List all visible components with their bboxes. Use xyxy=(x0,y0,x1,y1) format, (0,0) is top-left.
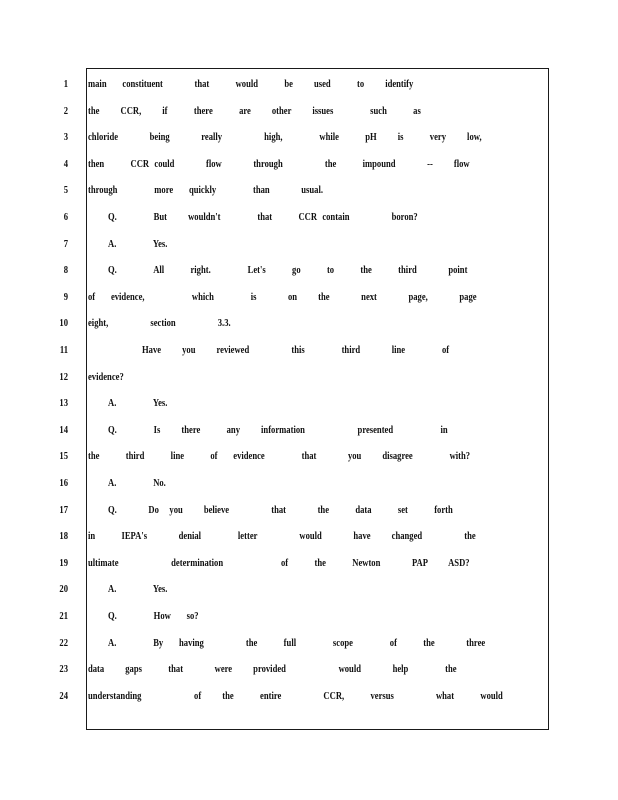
line-text: A. Yes. xyxy=(108,583,168,596)
line-text: A. Yes. xyxy=(108,237,168,250)
line-number: 8 xyxy=(63,264,68,277)
line-number: 7 xyxy=(63,237,68,250)
line-number: 11 xyxy=(59,344,68,356)
transcript-line xyxy=(0,234,560,254)
transcript-line xyxy=(0,207,560,227)
line-text: Q. Do you believe that the data set forth xyxy=(108,503,453,516)
line-text: A. By having the full scope of the three xyxy=(108,636,486,649)
line-text: A. Yes. xyxy=(108,397,168,410)
transcript-line xyxy=(0,633,560,653)
line-number: 10 xyxy=(59,317,68,330)
line-number: 3 xyxy=(63,131,68,144)
transcript-line xyxy=(0,154,560,174)
line-text: in IEPA's denial letter would have changed the xyxy=(88,530,476,543)
transcript-line xyxy=(0,579,560,599)
line-number: 9 xyxy=(63,290,68,303)
transcript-line xyxy=(0,313,560,333)
line-number: 16 xyxy=(59,477,68,489)
line-number: 6 xyxy=(63,211,68,223)
transcript-line xyxy=(0,74,560,94)
line-number: 17 xyxy=(59,503,68,516)
line-number: 15 xyxy=(59,450,68,463)
transcript-line xyxy=(0,367,560,387)
line-number: 5 xyxy=(63,184,68,197)
line-text: Q. Is there any information presented in xyxy=(108,423,448,436)
transcript-line xyxy=(0,473,560,493)
line-number: 4 xyxy=(63,157,68,170)
line-text: of evidence, which is on the next page, page xyxy=(88,290,477,303)
transcript-line xyxy=(0,500,560,520)
line-text: Q. But wouldn't that CCR contain boron? xyxy=(108,211,418,223)
line-text: Q. How so? xyxy=(108,610,199,622)
transcript-line xyxy=(0,393,560,413)
line-number: 20 xyxy=(59,583,68,596)
line-text: chloride being really high, while pH is very low, xyxy=(88,131,482,144)
line-number: 19 xyxy=(59,556,68,569)
line-text: Have you reviewed this third line of xyxy=(142,344,450,356)
line-text: A. No. xyxy=(108,477,166,489)
line-number: 2 xyxy=(63,104,68,117)
line-text: the CCR, if there are other issues such as xyxy=(88,104,421,117)
line-text: eight, section 3.3. xyxy=(88,317,231,330)
line-number: 18 xyxy=(59,530,68,543)
line-number: 21 xyxy=(59,610,68,622)
line-number: 23 xyxy=(59,663,68,676)
line-number: 14 xyxy=(59,423,68,436)
transcript-line xyxy=(0,446,560,466)
line-text: through more quickly than usual. xyxy=(88,184,323,197)
transcript-line xyxy=(0,659,560,679)
line-text: Q. All right. Let's go to the third point xyxy=(108,264,468,277)
line-text: data gaps that were provided would help the xyxy=(88,663,457,676)
line-text: evidence? xyxy=(88,370,124,383)
transcript-line xyxy=(0,606,560,626)
line-text: understanding of the entire CCR, versus what would xyxy=(88,689,503,702)
transcript-line xyxy=(0,340,560,360)
line-text: then CCR could flow through the impound -- flow xyxy=(88,157,470,170)
line-number: 12 xyxy=(59,370,68,383)
transcript-line xyxy=(0,127,560,147)
line-text: ultimate determination of the Newton PAP ASD? xyxy=(88,556,470,569)
line-number: 22 xyxy=(59,636,68,649)
line-text: main constituent that would be used to identify xyxy=(88,78,414,90)
transcript-line xyxy=(0,180,560,200)
line-text: the third line of evidence that you disagree with? xyxy=(88,450,471,463)
transcript-line xyxy=(0,260,560,280)
transcript-line xyxy=(0,553,560,573)
transcript-line xyxy=(0,686,560,706)
transcript-line xyxy=(0,526,560,546)
transcript-line xyxy=(0,420,560,440)
line-number: 13 xyxy=(59,397,68,410)
line-number: 24 xyxy=(59,689,68,702)
transcript-line xyxy=(0,287,560,307)
transcript-line xyxy=(0,101,560,121)
line-number: 1 xyxy=(63,78,68,90)
